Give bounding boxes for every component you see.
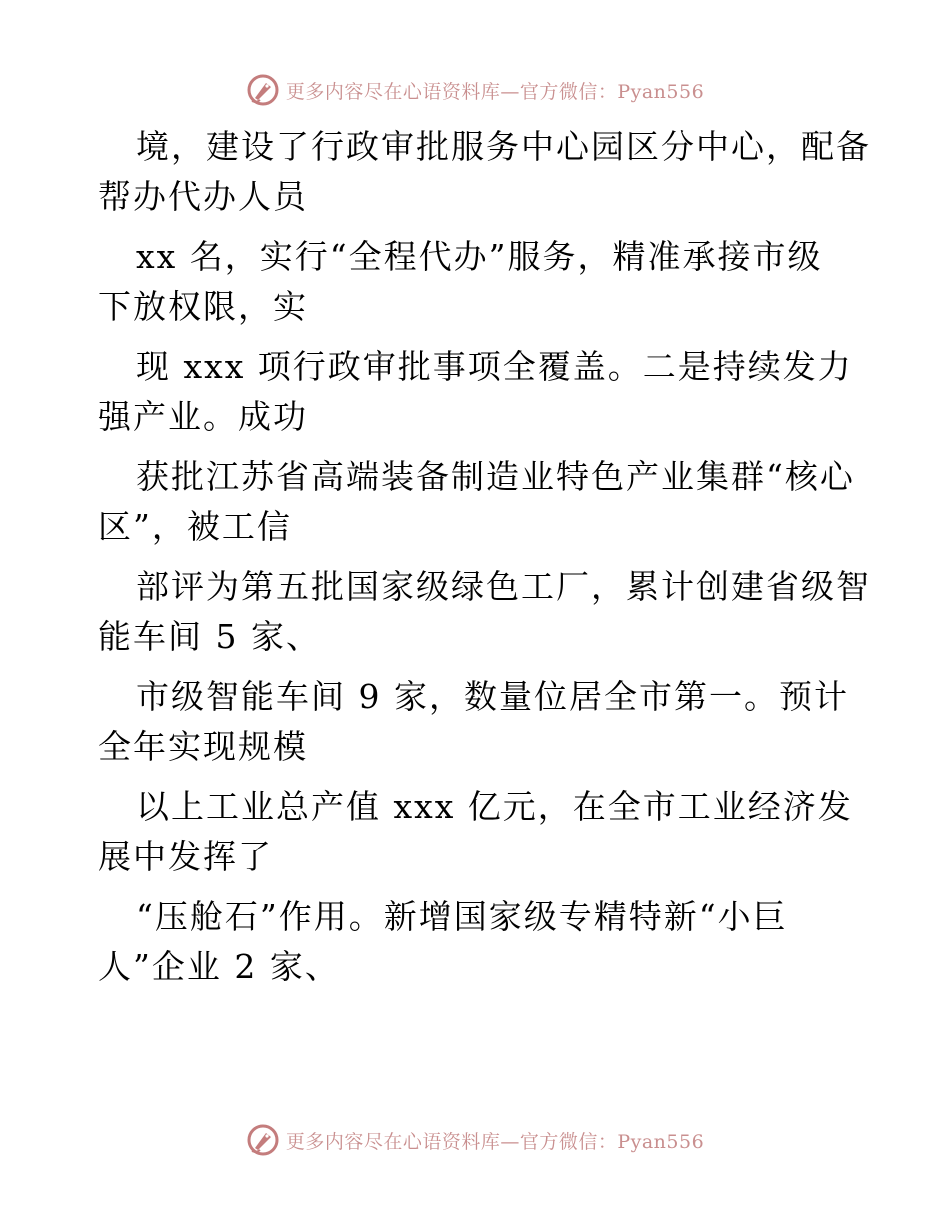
header-watermark: [0, 70, 950, 110]
text-line: “压舱石”作用。新增国家级专精特新“小巨: [136, 897, 788, 936]
paragraph-5: [98, 562, 871, 662]
paragraph-4: [98, 452, 868, 552]
text-line: 帮办代办人员: [98, 177, 308, 216]
footer-watermark: [0, 1120, 950, 1160]
text-line: 全年实现规模: [98, 727, 308, 766]
text-line: 部评为第五批国家级绿色工厂，累计创建省级智: [136, 567, 871, 606]
paragraph-8: [98, 892, 868, 992]
paragraph-7: [98, 782, 868, 882]
text-line: 获批江苏省高端装备制造业特色产业集群“核心: [136, 457, 855, 496]
pen-nib-logo-icon: [246, 73, 280, 107]
paragraph-1: [98, 122, 871, 222]
text-line: 能车间 5 家、: [98, 617, 321, 656]
text-line: 展中发挥了: [98, 837, 273, 876]
paragraph-3: [98, 342, 868, 442]
paragraph-2: [98, 232, 868, 332]
text-line: 境，建设了行政审批服务中心园区分中心，配备: [136, 127, 871, 166]
text-line: 人”企业 2 家、: [98, 947, 340, 986]
text-line: 强产业。成功: [98, 397, 308, 436]
text-line: xx 名，实行“全程代办”服务，精准承接市级: [136, 237, 823, 276]
text-line: 现 xxx 项行政审批事项全覆盖。二是持续发力: [136, 347, 853, 386]
document-body: [98, 122, 871, 1002]
paragraph-6: [98, 672, 868, 772]
pen-nib-logo-icon: [246, 1123, 280, 1157]
watermark-text: 更多内容尽在心语资料库—官方微信：Pyan556: [285, 1130, 705, 1153]
watermark-text: 更多内容尽在心语资料库—官方微信：Pyan556: [285, 80, 705, 103]
text-line: 下放权限，实: [98, 287, 308, 326]
text-line: 以上工业总产值 xxx 亿元，在全市工业经济发: [136, 787, 853, 826]
watermark-group: [246, 73, 704, 107]
text-line: 区”，被工信: [98, 507, 292, 546]
watermark-group: [246, 1123, 704, 1157]
text-line: 市级智能车间 9 家，数量位居全市第一。预计: [136, 677, 849, 716]
